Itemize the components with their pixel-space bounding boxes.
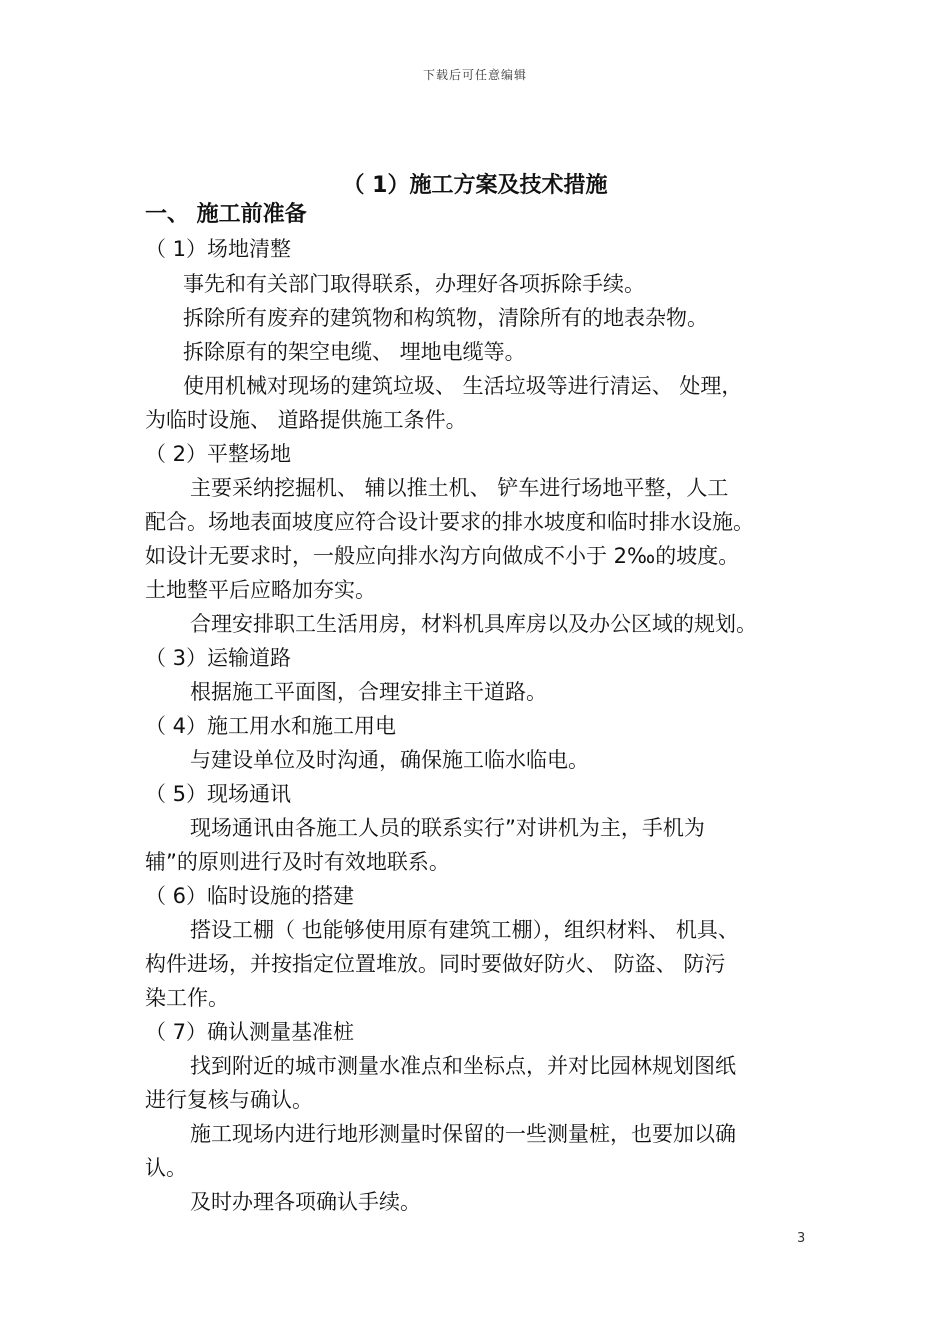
paragraph-line: 合理安排职工生活用房，材料机具库房以及办公区域的规划。	[190, 612, 757, 636]
subsection-heading: （ 7）确认测量基准桩	[145, 1020, 355, 1044]
paragraph-line: 拆除所有废弃的建筑物和构筑物，清除所有的地表杂物。	[183, 306, 708, 330]
subsection-heading: （ 3）运输道路	[145, 646, 292, 670]
paragraph-line: 辅”的原则进行及时有效地联系。	[145, 850, 450, 874]
paragraph-line: 施工现场内进行地形测量时保留的一些测量桩，也要加以确	[190, 1122, 736, 1146]
paragraph-line: 事先和有关部门取得联系，办理好各项拆除手续。	[183, 272, 645, 296]
paragraph-line: 为临时设施、 道路提供施工条件。	[145, 408, 467, 432]
section-heading: 一、 施工前准备	[145, 202, 307, 227]
subsection-heading: （ 5）现场通讯	[145, 782, 292, 806]
paragraph-line: 配合。场地表面坡度应符合设计要求的排水坡度和临时排水设施。	[145, 510, 754, 534]
paragraph-line: 染工作。	[145, 986, 229, 1010]
paragraph-line: 如设计无要求时，一般应向排水沟方向做成不小于 2‰的坡度。	[145, 544, 740, 568]
page-number: 3	[797, 1231, 806, 1246]
paragraph-line: 进行复核与确认。	[145, 1088, 313, 1112]
subsection-heading: （ 4）施工用水和施工用电	[145, 714, 397, 738]
paragraph-line: 找到附近的城市测量水准点和坐标点，并对比园林规划图纸	[190, 1054, 736, 1078]
paragraph-line: 搭设工棚（ 也能够使用原有建筑工棚），组织材料、 机具、	[190, 918, 739, 942]
subsection-heading: （ 1）场地清整	[145, 237, 292, 261]
subsection-heading: （ 6）临时设施的搭建	[145, 884, 355, 908]
subsection-heading: （ 2）平整场地	[145, 442, 292, 466]
paragraph-line: 现场通讯由各施工人员的联系实行”对讲机为主，手机为	[190, 816, 705, 840]
paragraph-line: 与建设单位及时沟通，确保施工临水临电。	[190, 748, 589, 772]
header-note: 下载后可任意编辑	[422, 68, 527, 82]
paragraph-line: 土地整平后应略加夯实。	[145, 578, 376, 602]
paragraph-line: 使用机械对现场的建筑垃圾、 生活垃圾等进行清运、 处理，	[183, 374, 743, 398]
document-title: （ 1）施工方案及技术措施	[342, 173, 608, 198]
paragraph-line: 根据施工平面图，合理安排主干道路。	[190, 680, 547, 704]
paragraph-line: 及时办理各项确认手续。	[190, 1190, 421, 1214]
paragraph-line: 拆除原有的架空电缆、 埋地电缆等。	[183, 340, 526, 364]
paragraph-line: 认。	[145, 1156, 187, 1180]
paragraph-line: 构件进场，并按指定位置堆放。同时要做好防火、 防盗、 防污	[145, 952, 726, 976]
paragraph-line: 主要采纳挖掘机、 辅以推土机、 铲车进行场地平整，人工	[190, 476, 729, 500]
